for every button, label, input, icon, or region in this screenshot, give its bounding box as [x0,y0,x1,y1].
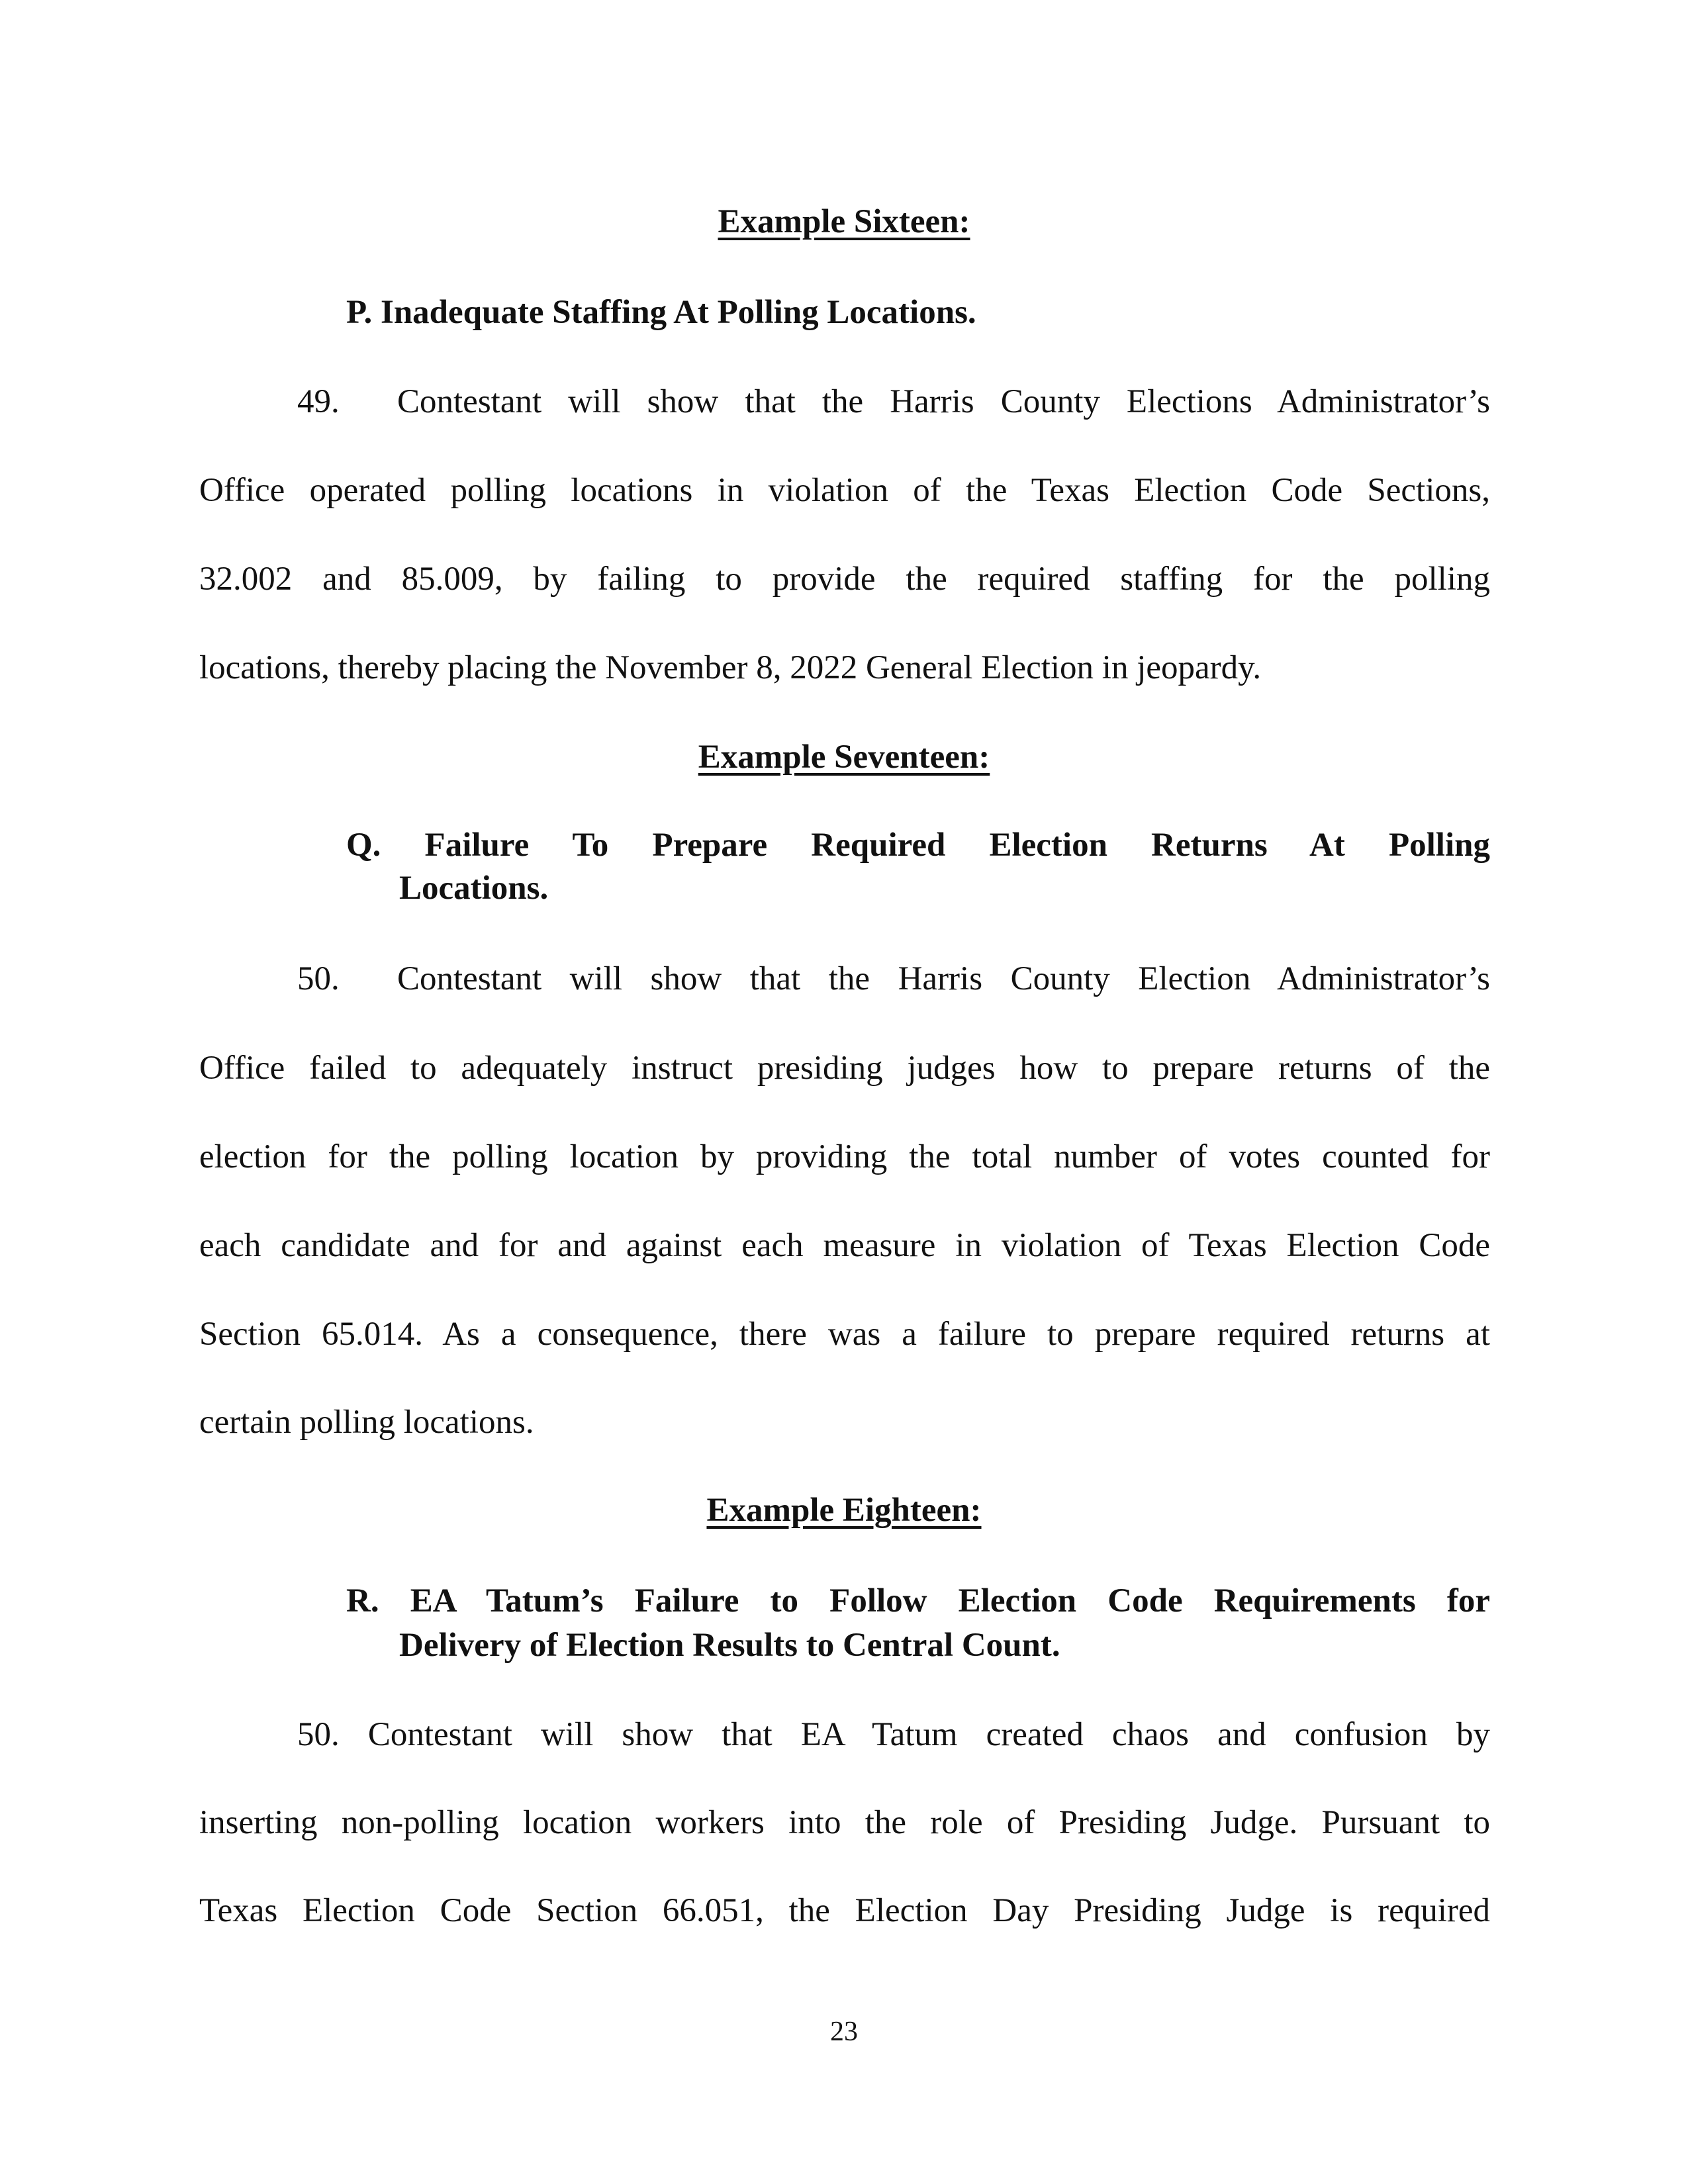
paragraph-line: 50. Contestant will show that EA Tatum created chaos and confusion by [297,1716,1490,1753]
paragraph-line: Office operated polling locations in violation of the Texas Election Code Sections, [199,472,1490,509]
paragraph-line: Section 65.014. As a consequence, there was a failure to prepare required returns at [199,1316,1490,1353]
paragraph-line: locations, thereby placing the November 8, 2022 General Election in jeopardy. [199,649,1262,686]
section-heading-p: P. Inadequate Staffing At Polling Locations. [346,294,976,331]
paragraph-number: 50. [297,960,340,997]
heading-text: Example Eighteen: [706,1492,982,1529]
section-heading-q: Q. Failure To Prepare Required Election Returns At Polling [346,827,1490,864]
page-number: 23 [830,2017,858,2047]
heading-text: Example Seventeen: [698,739,990,776]
paragraph-line: each candidate and for and against each measure in violation of Texas Election Code [199,1227,1490,1264]
heading-example-sixteen [0,202,1688,242]
heading-text: Example Sixteen: [718,203,970,240]
paragraph-line: Office failed to adequately instruct presiding judges how to prepare returns of the [199,1050,1490,1087]
section-heading-r-cont: Delivery of Election Results to Central Count. [399,1627,1060,1664]
heading-example-seventeen [0,737,1688,777]
paragraph-line: inserting non-polling location workers into the role of Presiding Judge. Pursuant to [199,1804,1490,1841]
paragraph-line: certain polling locations. [199,1404,534,1441]
paragraph-number: 49. [297,383,340,420]
section-heading-r: R. EA Tatum’s Failure to Follow Election Code Requirements for [346,1582,1490,1619]
paragraph-line: Contestant will show that the Harris County Elections Administrator’s [397,383,1490,420]
paragraph-line: Texas Election Code Section 66.051, the Election Day Presiding Judge is required [199,1892,1490,1929]
paragraph-line: 32.002 and 85.009, by failing to provide the required staffing for the polling [199,561,1490,598]
paragraph-line: election for the polling location by providing the total number of votes counted for [199,1138,1490,1175]
paragraph-line: Contestant will show that the Harris County Election Administrator’s [397,960,1490,997]
section-heading-q-cont: Locations. [399,870,549,907]
heading-example-eighteen [0,1490,1688,1530]
